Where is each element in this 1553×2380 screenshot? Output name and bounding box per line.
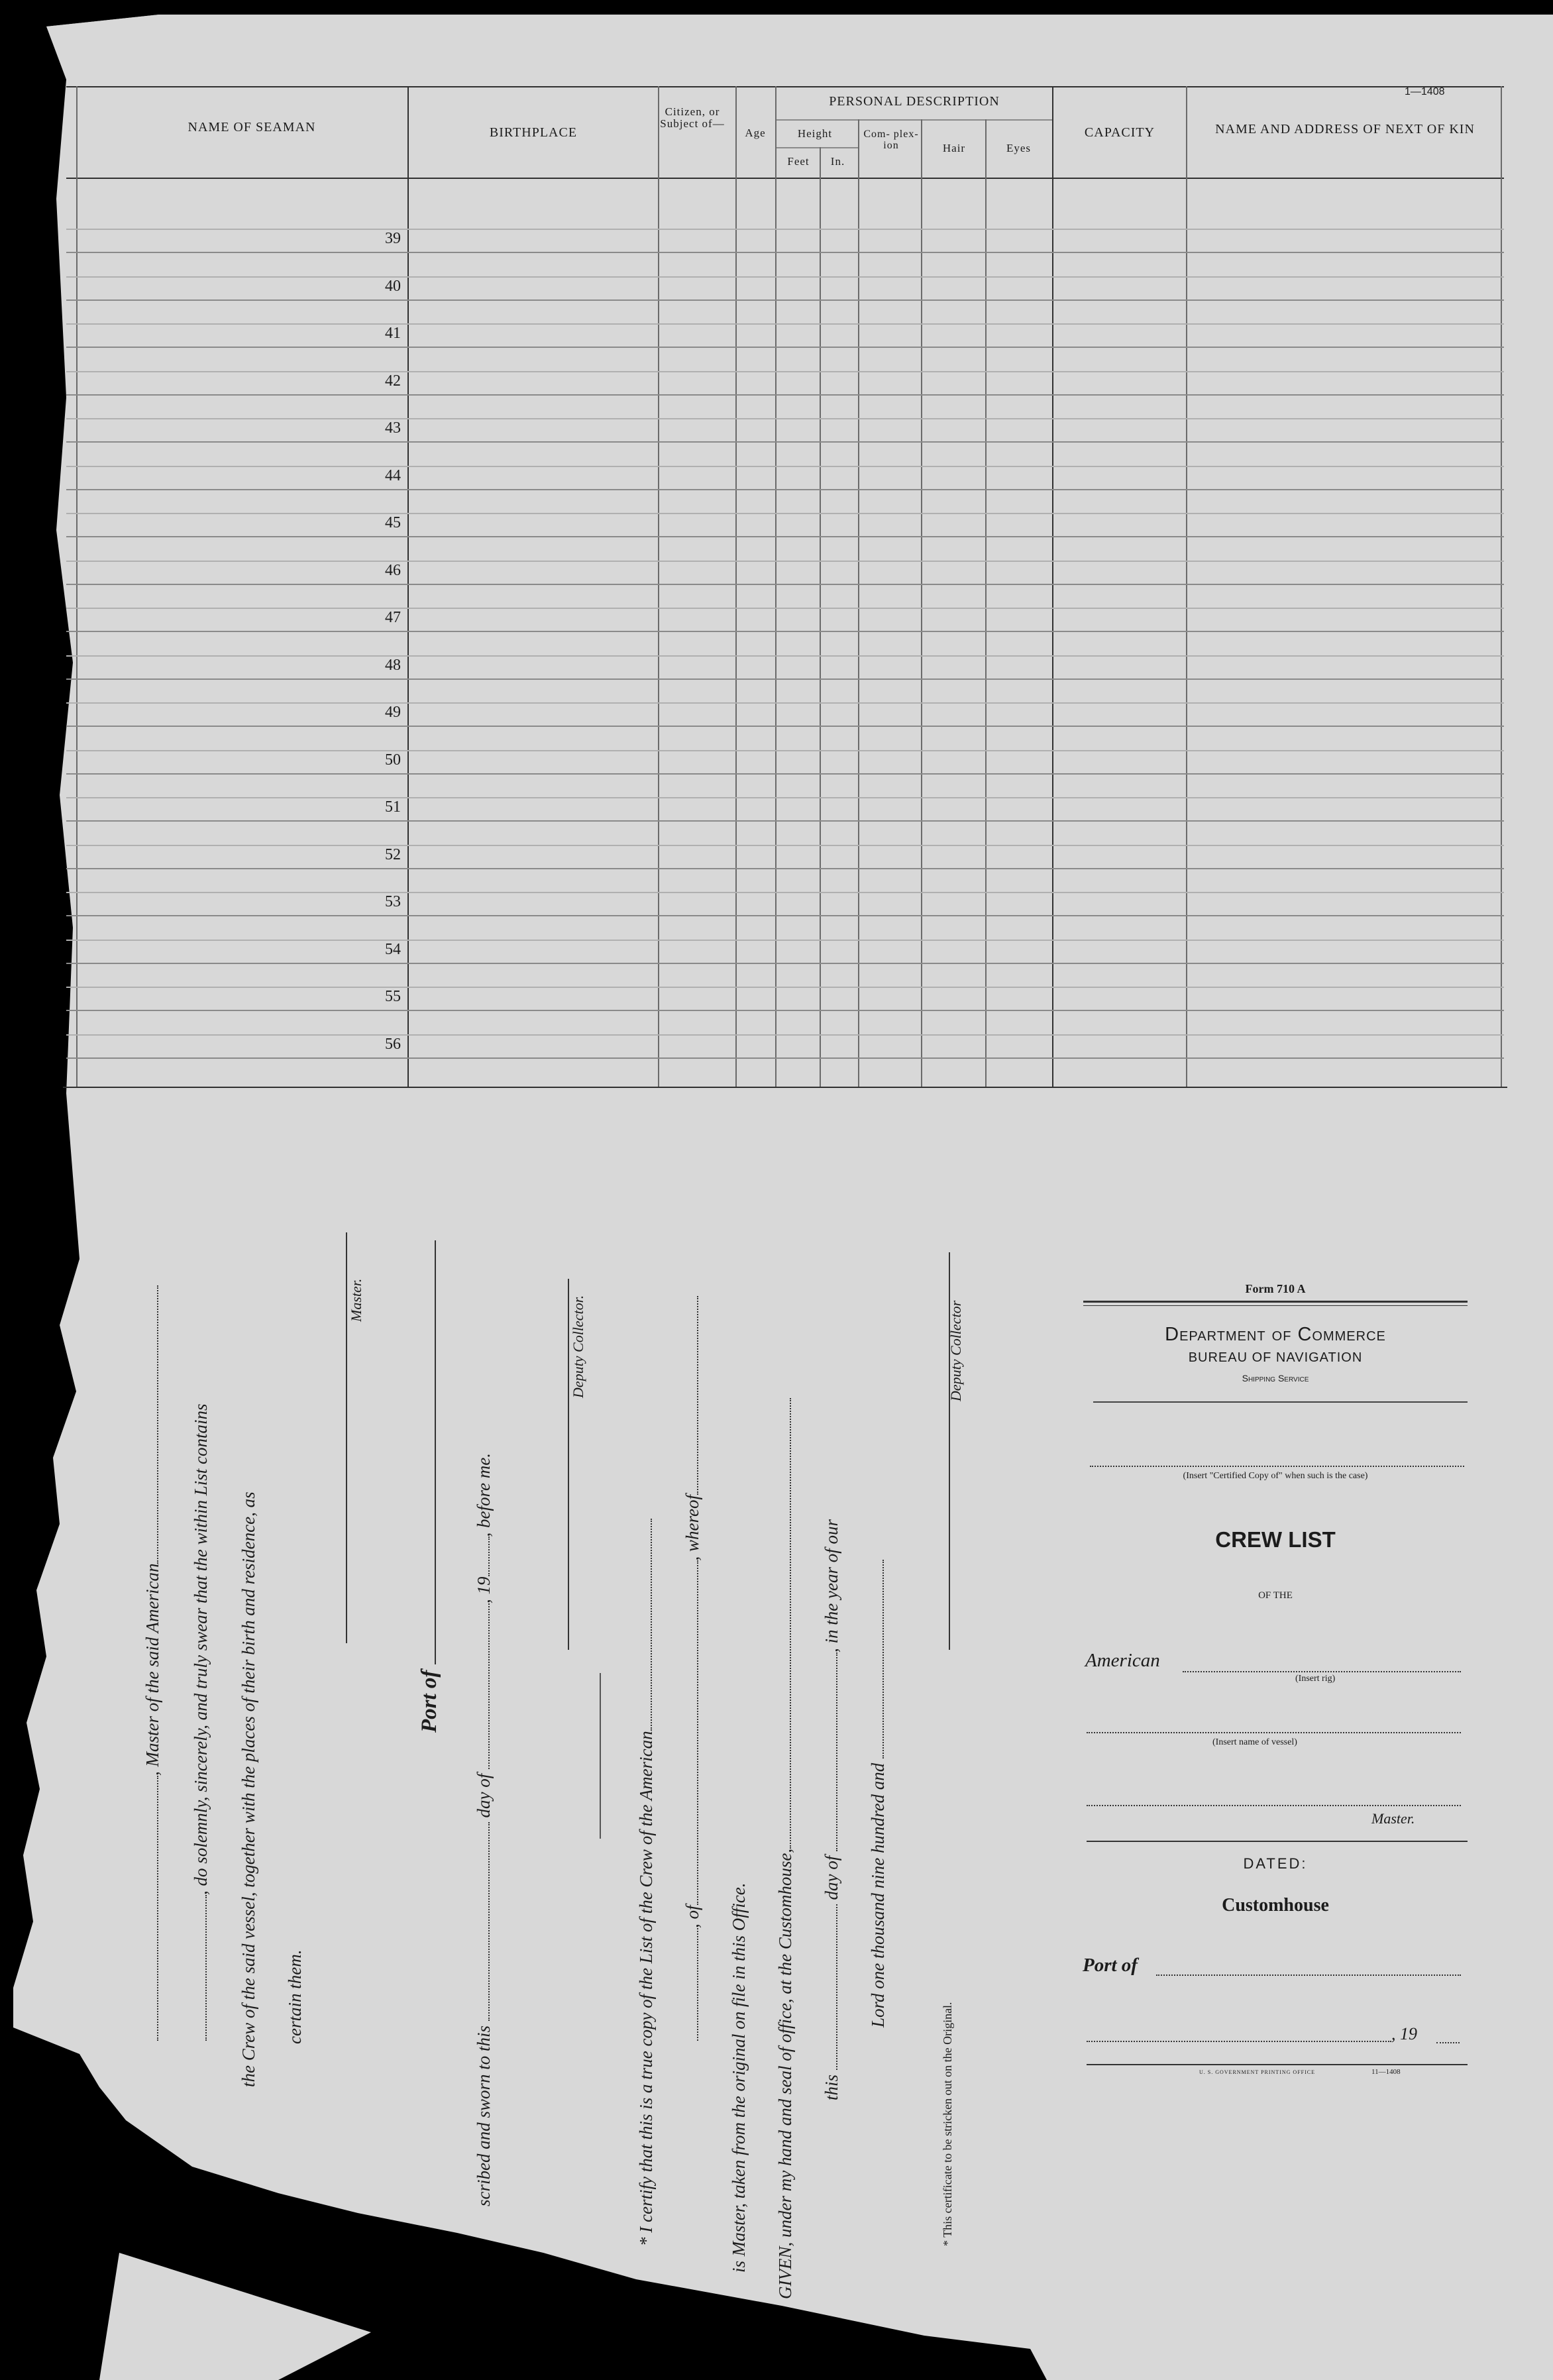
- table-row-line: [66, 915, 1504, 916]
- header-top-rule: [66, 86, 1504, 87]
- table-bottom-rule: [63, 1087, 1507, 1088]
- given-day-blank[interactable]: [823, 1904, 837, 2070]
- row-number: 53: [385, 893, 401, 910]
- rig-blank[interactable]: [1183, 1655, 1461, 1672]
- personal-desc-rule: [775, 119, 1053, 121]
- certified-copy-blank[interactable]: [1090, 1466, 1464, 1467]
- header-feet: Feet: [787, 155, 810, 168]
- card-bureau: BUREAU OF NAVIGATION: [1188, 1350, 1363, 1365]
- header-birthplace: BIRTHPLACE: [489, 125, 578, 140]
- table-row-line: [66, 678, 1504, 680]
- col-line: [858, 119, 859, 1087]
- given-line: GIVEN, under my hand and seal of office, at the Customhouse,: [775, 1398, 796, 2299]
- row-number: 43: [385, 419, 401, 437]
- oath-port-of: Port of: [417, 1240, 442, 1733]
- table-row-line: [66, 299, 1504, 301]
- table-row-subline: [66, 371, 1504, 372]
- subscribed-year-blank[interactable]: [475, 1537, 490, 1576]
- card-printer: U. S. GOVERNMENT PRINTING OFFICE: [1199, 2069, 1315, 2075]
- oath-line-2: , do solemnly, sincerely, and truly swear that the within List contains: [191, 1404, 211, 2041]
- oath-master-name-blank[interactable]: [144, 1776, 158, 2041]
- header-inches: In.: [830, 155, 845, 168]
- header-age: Age: [745, 127, 766, 139]
- card-insert-vessel: (Insert name of vessel): [1212, 1737, 1297, 1747]
- given-customhouse-blank[interactable]: [776, 1398, 791, 1849]
- row-number: 39: [385, 230, 401, 247]
- port-blank[interactable]: [1156, 1960, 1461, 1976]
- col-line: [820, 147, 821, 1087]
- col-line: [1186, 86, 1187, 1087]
- header-height: Height: [797, 127, 833, 140]
- deputy-signature-line-1[interactable]: [555, 1279, 569, 1650]
- certify-line: * I certify that this is a true copy of the List of the Crew of the American: [636, 1519, 657, 2246]
- row-number: 41: [385, 325, 401, 342]
- form-code-top: 1—1408: [1405, 86, 1445, 97]
- given-year-blank[interactable]: [869, 1560, 884, 1758]
- row-number: 46: [385, 561, 401, 579]
- table-row-line: [66, 1010, 1504, 1011]
- master-name-blank[interactable]: [1087, 1789, 1461, 1806]
- col-line: [1501, 86, 1502, 1087]
- card-rule: [1093, 1401, 1468, 1403]
- header-next-of-kin: NAME AND ADDRESS OF NEXT OF KIN: [1215, 122, 1475, 136]
- row-number: 40: [385, 277, 401, 295]
- year-blank[interactable]: [1436, 2028, 1460, 2043]
- row-number: 54: [385, 940, 401, 958]
- certify-vessel-blank[interactable]: [637, 1519, 652, 1731]
- oath-vessel-blank[interactable]: [144, 1285, 158, 1564]
- row-number: 42: [385, 372, 401, 390]
- header-name-of-seaman: NAME OF SEAMAN: [187, 120, 316, 135]
- header-complexion: Com- plex- ion: [863, 129, 919, 151]
- master-signature-line[interactable]: [333, 1232, 347, 1643]
- row-number: 47: [385, 609, 401, 626]
- table-row-line: [66, 963, 1504, 964]
- certificate-footnote: * This certificate to be stricken out on the Original.: [941, 2002, 954, 2246]
- col-line: [658, 86, 659, 1087]
- card-title: CREW LIST: [1215, 1527, 1336, 1552]
- table-row-subline: [66, 845, 1504, 846]
- table-row-line: [66, 1057, 1504, 1059]
- table-row-subline: [66, 655, 1504, 657]
- certify-of-blank-b[interactable]: [684, 1560, 698, 1905]
- table-row-line: [66, 489, 1504, 490]
- certify-of-blank-a[interactable]: [684, 1928, 698, 2041]
- col-line: [735, 86, 737, 1087]
- table-row-subline: [66, 608, 1504, 609]
- header-bottom-rule: [66, 178, 1504, 179]
- row-number: 48: [385, 656, 401, 674]
- col-line: [985, 119, 987, 1087]
- card-customhouse: Customhouse: [1222, 1895, 1329, 1916]
- oath-master-label: Master.: [348, 1278, 364, 1322]
- card-insert-certified: (Insert "Certified Copy of" when such is the case): [1183, 1471, 1368, 1481]
- table-row-line: [66, 441, 1504, 443]
- header-capacity: CAPACITY: [1084, 125, 1155, 140]
- col-line: [775, 86, 776, 1087]
- subscribed-month-blank[interactable]: [475, 1603, 490, 1769]
- table-row-subline: [66, 797, 1504, 798]
- table-row-subline: [66, 418, 1504, 419]
- table-row-line: [66, 536, 1504, 537]
- col-line: [1052, 86, 1053, 1087]
- oath-line-3: the Crew of the said vessel, together with the places of their birth and residence, as: [239, 1491, 258, 2087]
- col-line: [407, 86, 409, 1087]
- table-row-subline: [66, 1034, 1504, 1036]
- card-of-the: OF THE: [1258, 1590, 1293, 1601]
- given-this-line: this day of , in the year of our: [822, 1519, 841, 2100]
- table-row-line: [66, 252, 1504, 253]
- table-row-subline: [66, 561, 1504, 562]
- table-row-subline: [66, 702, 1504, 704]
- row-number: 44: [385, 466, 401, 484]
- col-line: [921, 119, 922, 1087]
- row-number: 49: [385, 704, 401, 721]
- card-form-number: Form 710 A: [1245, 1282, 1306, 1295]
- oath-subscribed-line: scribed and sworn to this day of , 19, before me.: [474, 1453, 494, 2206]
- table-row-subline: [66, 513, 1504, 514]
- col-line: [76, 86, 78, 1087]
- row-number: 52: [385, 845, 401, 863]
- table-row-line: [66, 584, 1504, 585]
- table-row-line: [66, 820, 1504, 822]
- table-row-subline: [66, 229, 1504, 230]
- row-number: 56: [385, 1035, 401, 1053]
- table-row-subline: [66, 466, 1504, 467]
- card-dated: DATED:: [1243, 1855, 1308, 1872]
- certify-whereof-blank[interactable]: [684, 1296, 698, 1495]
- oath-name-blank[interactable]: [192, 1895, 207, 2041]
- row-number: 51: [385, 798, 401, 816]
- vessel-name-blank[interactable]: [1087, 1716, 1461, 1733]
- table-row-line: [66, 394, 1504, 396]
- given-month-blank[interactable]: [823, 1652, 837, 1851]
- header-personal-description: PERSONAL DESCRIPTION: [829, 94, 1000, 109]
- height-rule: [775, 147, 858, 148]
- deputy-collector-1: Deputy Collector.: [570, 1295, 586, 1398]
- row-number: 45: [385, 514, 401, 531]
- row-number: 50: [385, 751, 401, 769]
- table-row-line: [66, 868, 1504, 869]
- table-row-line: [66, 726, 1504, 727]
- header-hair: Hair: [942, 142, 966, 154]
- table-row-subline: [66, 892, 1504, 893]
- row-number: 55: [385, 988, 401, 1005]
- oath-port-blank[interactable]: [421, 1240, 436, 1664]
- card-rule: [1083, 1301, 1468, 1303]
- card-year: , 19: [1391, 2024, 1417, 2043]
- card-rule: [1087, 2064, 1468, 2065]
- card-rule: [1083, 1305, 1468, 1306]
- table-row-line: [66, 631, 1504, 632]
- card-printer-code: 11—1408: [1371, 2068, 1401, 2076]
- separator-line: [600, 1673, 601, 1839]
- header-eyes: Eyes: [1006, 142, 1032, 154]
- header-citizen: Citizen, or Subject of—: [660, 105, 725, 130]
- table-row-line: [66, 773, 1504, 775]
- oath-line-1: , Master of the said American: [142, 1285, 163, 2041]
- given-lord-line: Lord one thousand nine hundred and: [868, 1560, 888, 2028]
- card-insert-rig: (Insert rig): [1295, 1674, 1336, 1684]
- table-row-subline: [66, 987, 1504, 988]
- card-master: Master.: [1371, 1810, 1415, 1827]
- table-row-subline: [66, 750, 1504, 751]
- certify-master-line: is Master, taken from the original on file in this Office.: [729, 1882, 749, 2273]
- table-row-subline: [66, 323, 1504, 325]
- table-row-subline: [66, 276, 1504, 278]
- card-american: American: [1085, 1650, 1160, 1671]
- card-service: Shipping Service: [1242, 1373, 1309, 1383]
- table-row-subline: [66, 940, 1504, 941]
- oath-line-4: certain them.: [285, 1949, 305, 2044]
- card-department: Department of Commerce: [1165, 1324, 1386, 1345]
- subscribed-day-blank[interactable]: [475, 1822, 490, 2021]
- table-row-line: [66, 347, 1504, 348]
- deputy-collector-2: Deputy Collector: [947, 1300, 964, 1401]
- date-blank[interactable]: [1087, 2026, 1391, 2042]
- card-port-of: Port of: [1083, 1955, 1138, 1976]
- certify-of-line: , of, whereof: [682, 1296, 703, 2041]
- card-rule: [1087, 1841, 1468, 1842]
